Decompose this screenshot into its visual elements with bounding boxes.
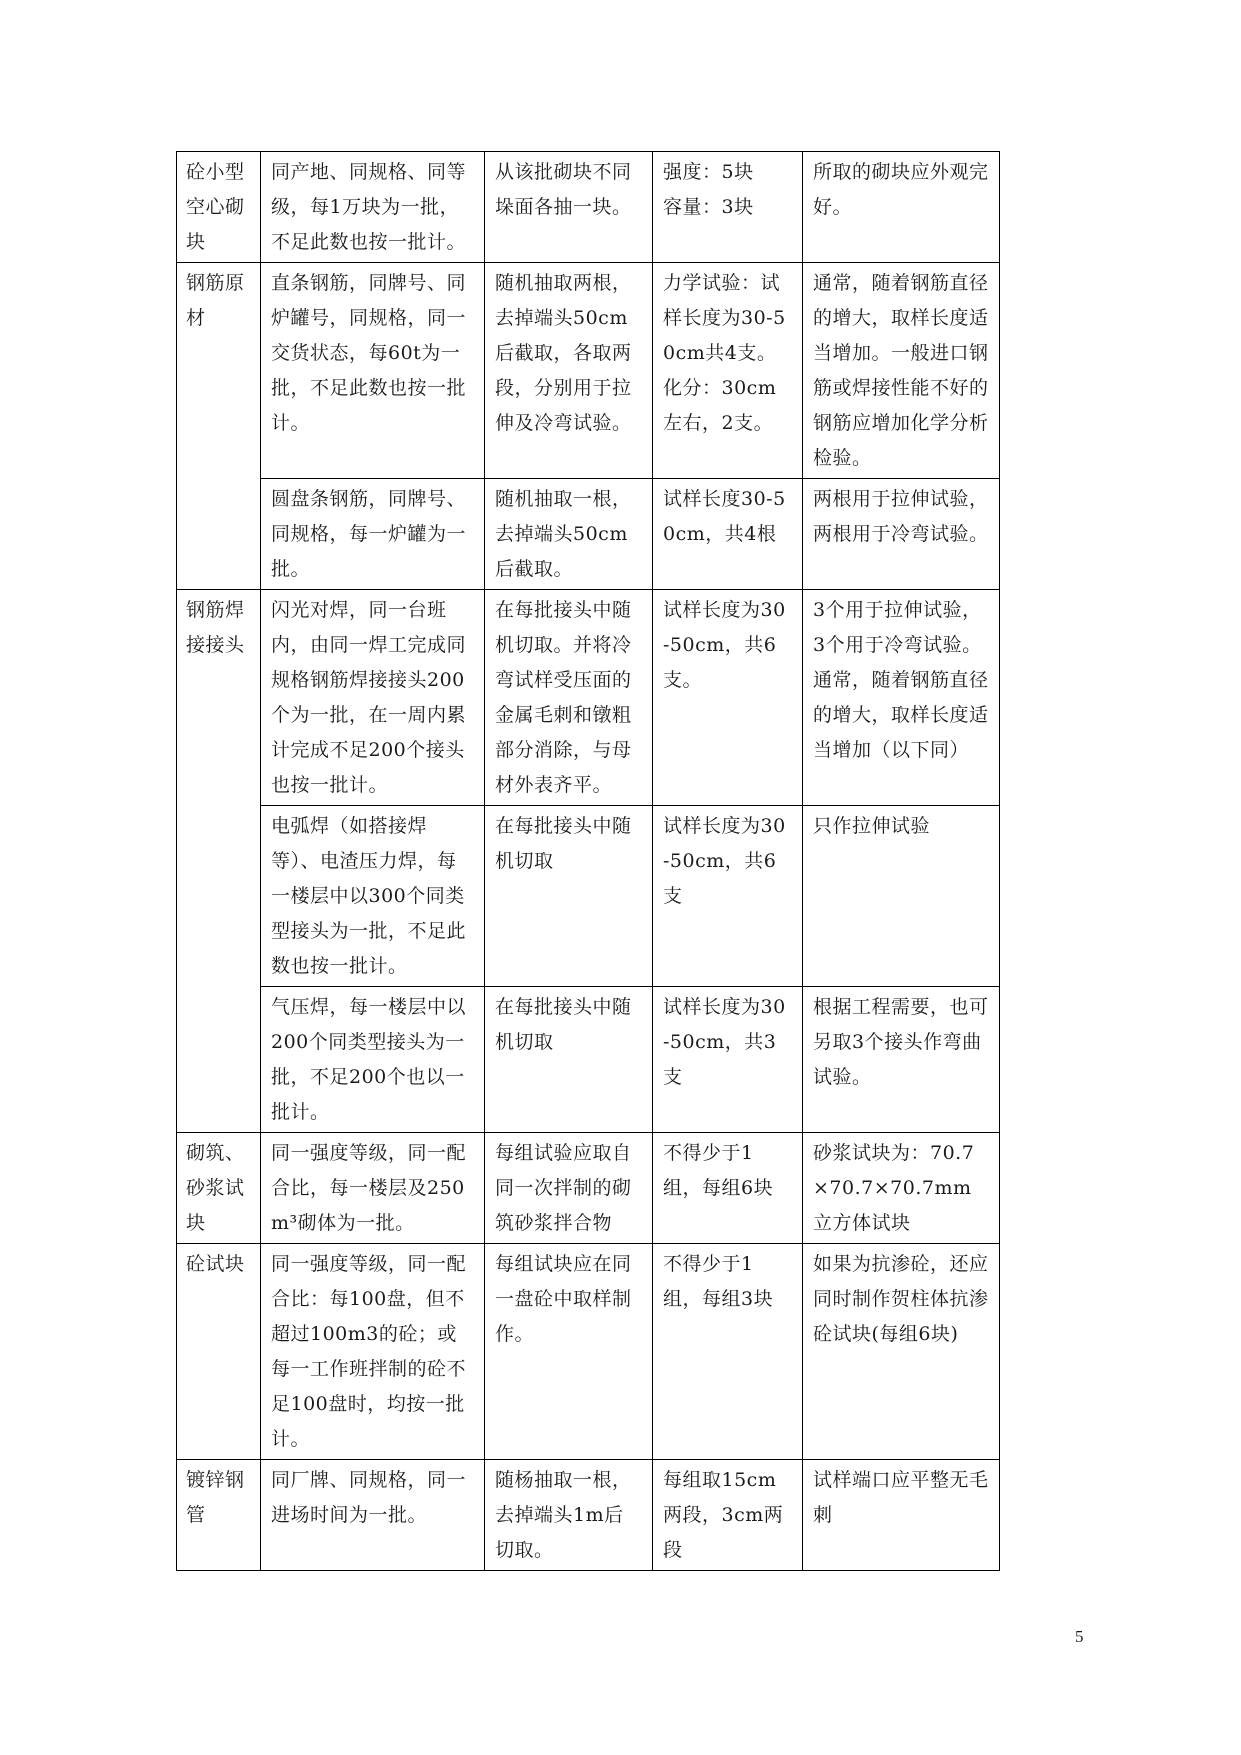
sampling-method-cell: 每组试验应取自同一次拌制的砌筑砂浆拌合物	[485, 1133, 653, 1244]
category-cell: 砼试块	[177, 1244, 261, 1460]
table-row	[177, 1460, 1000, 1571]
sample-quantity-cell: 力学试验：试样长度为30-50cm共4支。化分：30cm左右，2支。	[653, 263, 803, 479]
batch-rule-cell: 电弧焊（如搭接焊等）、电渣压力焊，每一楼层中以300个同类型接头为一批，不足此数也按一批计。	[261, 806, 485, 987]
sample-quantity-cell: 试样长度为30-50cm，共6支	[653, 806, 803, 987]
remark-cell: 所取的砌块应外观完好。	[803, 152, 1000, 263]
batch-rule-cell: 同厂牌、同规格，同一进场时间为一批。	[261, 1460, 485, 1571]
batch-rule-cell: 同一强度等级，同一配合比，每一楼层及250m³砌体为一批。	[261, 1133, 485, 1244]
batch-rule-cell: 气压焊，每一楼层中以200个同类型接头为一批，不足200个也以一批计。	[261, 987, 485, 1133]
sampling-method-cell: 随杨抽取一根，去掉端头1m后切取。	[485, 1460, 653, 1571]
batch-rule-cell: 同一强度等级，同一配合比：每100盘，但不超过100m3的砼；或每一工作班拌制的砼不足100盘时，均按一批计。	[261, 1244, 485, 1460]
remark-cell: 砂浆试块为：70.7×70.7×70.7mm立方体试块	[803, 1133, 1000, 1244]
table-row	[177, 590, 1000, 806]
sample-quantity-cell: 试样长度30-50cm，共4根	[653, 479, 803, 590]
category-cell: 砌筑、砂浆试块	[177, 1133, 261, 1244]
remark-cell: 试样端口应平整无毛刺	[803, 1460, 1000, 1571]
sample-quantity-cell: 试样长度为30-50cm，共6支。	[653, 590, 803, 806]
table-row	[177, 479, 1000, 590]
remark-cell: 如果为抗渗砼，还应同时制作贺柱体抗渗砼试块(每组6块)	[803, 1244, 1000, 1460]
remark-cell: 3个用于拉伸试验，3个用于冷弯试验。通常，随着钢筋直径的增大，取样长度适当增加（以下同）	[803, 590, 1000, 806]
category-cell: 镀锌钢管	[177, 1460, 261, 1571]
batch-rule-cell: 同产地、同规格、同等级，每1万块为一批，不足此数也按一批计。	[261, 152, 485, 263]
sample-quantity-cell: 不得少于1组，每组6块	[653, 1133, 803, 1244]
remark-cell: 根据工程需要，也可另取3个接头作弯曲试验。	[803, 987, 1000, 1133]
table-row	[177, 806, 1000, 987]
page-number: 5	[1075, 1627, 1084, 1646]
table-row	[177, 152, 1000, 263]
remark-cell: 只作拉伸试验	[803, 806, 1000, 987]
table-row	[177, 263, 1000, 479]
category-cell: 钢筋原材	[177, 263, 261, 590]
sampling-method-cell: 在每批接头中随机切取	[485, 987, 653, 1133]
sample-quantity-cell: 强度：5块 容量：3块	[653, 152, 803, 263]
sampling-method-cell: 在每批接头中随机切取。并将冷弯试样受压面的金属毛刺和镦粗部分消除，与母材外表齐平。	[485, 590, 653, 806]
sampling-method-cell: 在每批接头中随机切取	[485, 806, 653, 987]
category-cell: 钢筋焊接接头	[177, 590, 261, 1133]
batch-rule-cell: 直条钢筋，同牌号、同炉罐号，同规格，同一交货状态，每60t为一批，不足此数也按一批计。	[261, 263, 485, 479]
table-row	[177, 1244, 1000, 1460]
sampling-method-cell: 随机抽取一根，去掉端头50cm后截取。	[485, 479, 653, 590]
sampling-method-cell: 从该批砌块不同垛面各抽一块。	[485, 152, 653, 263]
sample-quantity-cell: 不得少于1组，每组3块	[653, 1244, 803, 1460]
table-row	[177, 1133, 1000, 1244]
table-row	[177, 987, 1000, 1133]
sampling-table	[176, 151, 1000, 1571]
category-cell: 砼小型空心砌块	[177, 152, 261, 263]
batch-rule-cell: 圆盘条钢筋，同牌号、同规格，每一炉罐为一批。	[261, 479, 485, 590]
batch-rule-cell: 闪光对焊，同一台班内，由同一焊工完成同规格钢筋焊接接头200个为一批，在一周内累计完成不足200个接头也按一批计。	[261, 590, 485, 806]
sampling-method-cell: 每组试块应在同一盘砼中取样制作。	[485, 1244, 653, 1460]
sampling-method-cell: 随机抽取两根，去掉端头50cm后截取，各取两段，分别用于拉伸及冷弯试验。	[485, 263, 653, 479]
remark-cell: 通常，随着钢筋直径的增大，取样长度适当增加。一般进口钢筋或焊接性能不好的钢筋应增加化学分析检验。	[803, 263, 1000, 479]
sample-quantity-cell: 每组取15cm两段，3cm两段	[653, 1460, 803, 1571]
sample-quantity-cell: 试样长度为30-50cm，共3支	[653, 987, 803, 1133]
remark-cell: 两根用于拉伸试验，两根用于冷弯试验。	[803, 479, 1000, 590]
